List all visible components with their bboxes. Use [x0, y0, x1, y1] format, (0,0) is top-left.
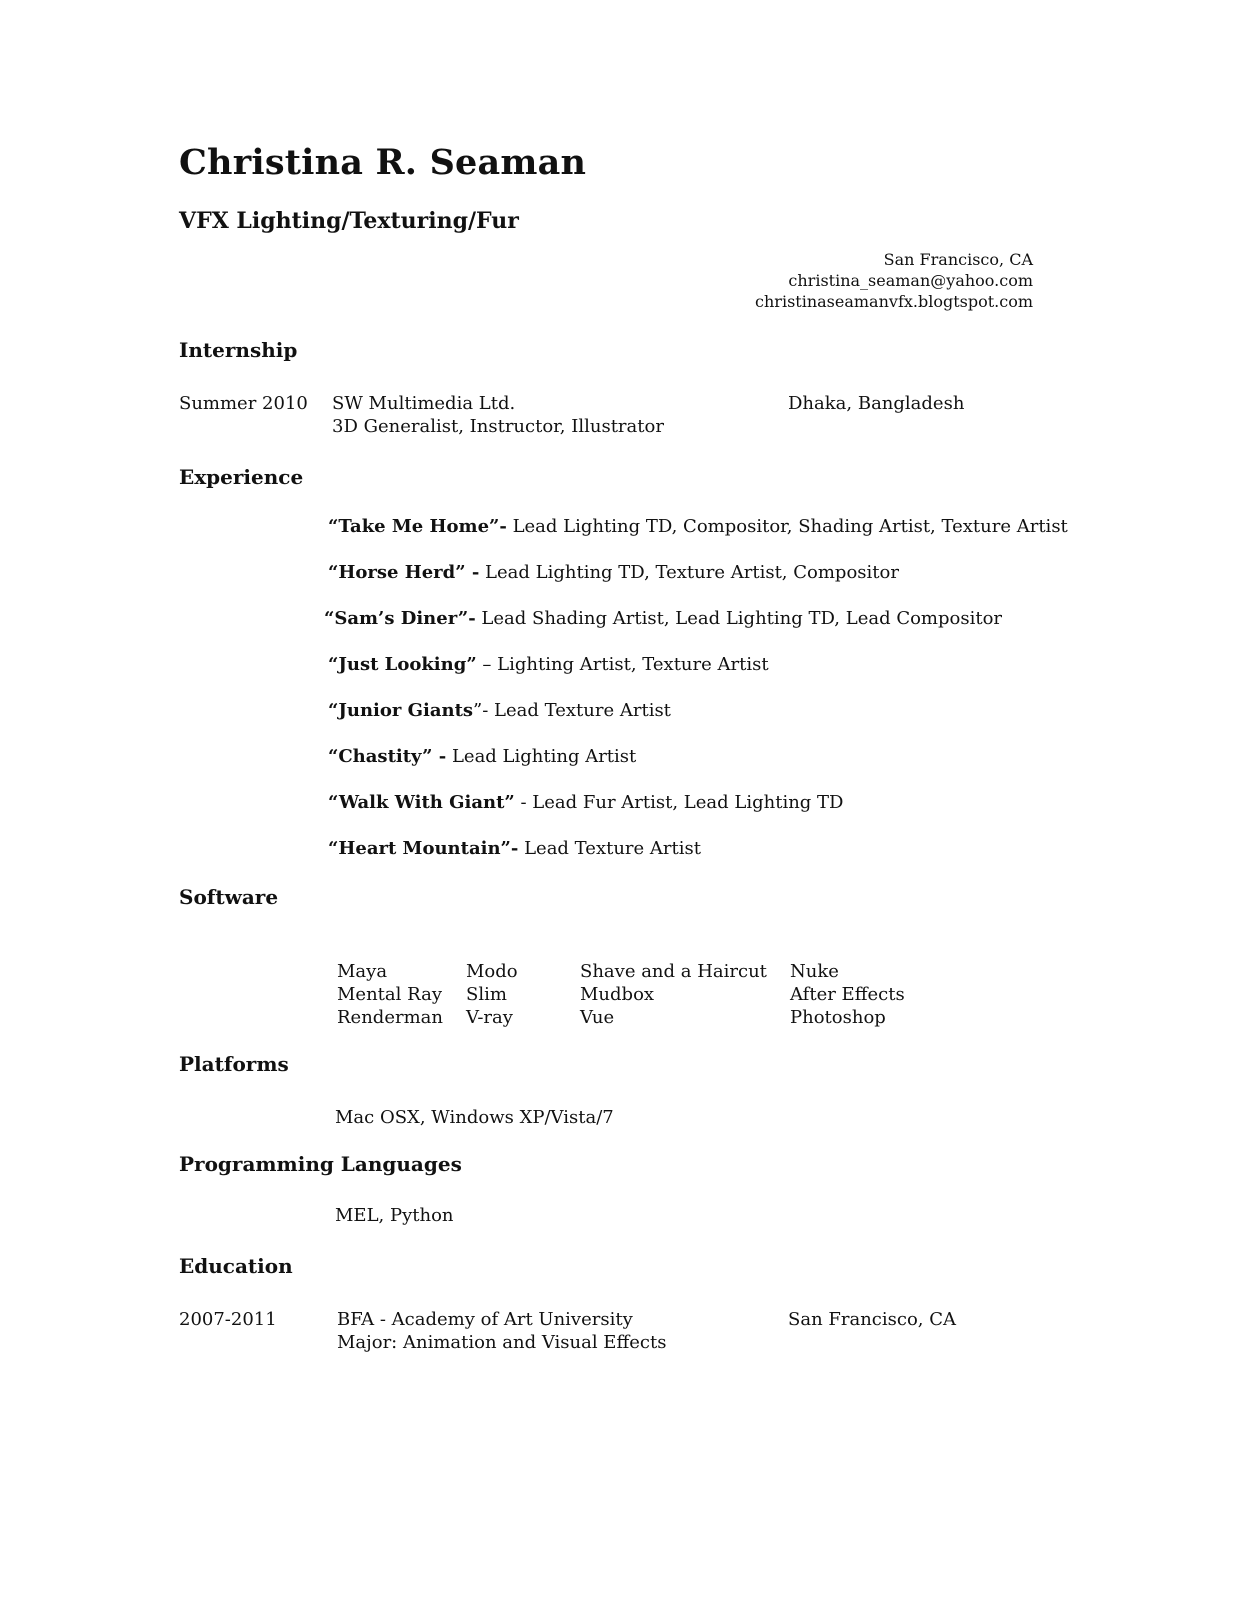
experience-item-roles: Lead Lighting TD, Texture Artist, Compositor	[479, 562, 899, 583]
education-location: San Francisco, CA	[788, 1309, 957, 1330]
experience-item-roles: Lead Shading Artist, Lead Lighting TD, Lead Compositor	[475, 608, 1003, 629]
experience-item	[328, 792, 843, 813]
experience-item-roles: – Lighting Artist, Texture Artist	[476, 654, 769, 675]
experience-item-title: “Sam’s Diner”-	[324, 608, 476, 629]
software-item: Slim	[466, 984, 507, 1005]
internship-details	[332, 392, 664, 438]
software-item: Maya	[337, 961, 388, 982]
experience-item	[328, 562, 899, 583]
software-item: After Effects	[790, 984, 905, 1005]
software-column	[580, 960, 767, 1029]
software-column	[337, 960, 443, 1029]
contact-website: christinaseamanvfx.blogtspot.com	[755, 292, 1033, 311]
experience-item-roles: Lead Texture Artist	[518, 838, 701, 859]
software-item: V-ray	[466, 1007, 513, 1028]
software-item: Vue	[580, 1007, 615, 1028]
contact-location: San Francisco, CA	[883, 250, 1033, 269]
internship-date: Summer 2010	[179, 393, 308, 414]
experience-item-title: “Junior Giants	[328, 700, 474, 721]
section-heading-software: Software	[179, 885, 279, 909]
section-heading-platforms: Platforms	[179, 1052, 289, 1076]
contact-block	[755, 249, 1033, 312]
software-column	[790, 960, 905, 1029]
software-item: Mental Ray	[337, 984, 442, 1005]
software-item: Nuke	[790, 961, 839, 982]
experience-item-roles: ”- Lead Texture Artist	[473, 700, 671, 721]
resume-name: Christina R. Seaman	[179, 142, 587, 183]
internship-company: SW Multimedia Ltd.	[332, 393, 516, 414]
experience-item	[324, 608, 1002, 629]
software-item: Photoshop	[790, 1007, 886, 1028]
experience-item-title: “Heart Mountain”-	[328, 838, 519, 859]
software-item: Mudbox	[580, 984, 655, 1005]
experience-item	[328, 746, 636, 767]
experience-item-title: “Just Looking”	[328, 654, 477, 675]
section-heading-programming: Programming Languages	[179, 1152, 462, 1176]
programming-text: MEL, Python	[335, 1205, 454, 1226]
experience-item-title: “Take Me Home”-	[328, 516, 507, 537]
experience-item	[328, 654, 769, 675]
experience-item-roles: Lead Lighting TD, Compositor, Shading Artist, Texture Artist	[506, 516, 1068, 537]
resume-title: VFX Lighting/Texturing/Fur	[179, 208, 519, 234]
internship-role: 3D Generalist, Instructor, Illustrator	[332, 416, 664, 437]
section-heading-internship: Internship	[179, 338, 298, 362]
experience-item-title: “Horse Herd” -	[328, 562, 480, 583]
education-degree: BFA - Academy of Art University	[337, 1309, 633, 1330]
education-major: Major: Animation and Visual Effects	[337, 1332, 667, 1353]
platforms-text: Mac OSX, Windows XP/Vista/7	[335, 1107, 614, 1128]
software-column	[466, 960, 518, 1029]
software-item: Renderman	[337, 1007, 443, 1028]
education-date: 2007-2011	[179, 1309, 277, 1330]
experience-item-roles: - Lead Fur Artist, Lead Lighting TD	[514, 792, 844, 813]
experience-item-roles: Lead Lighting Artist	[446, 746, 637, 767]
experience-item	[328, 838, 701, 859]
experience-item-title: “Walk With Giant”	[328, 792, 515, 813]
experience-item	[328, 700, 671, 721]
software-item: Shave and a Haircut	[580, 961, 767, 982]
section-heading-education: Education	[179, 1254, 293, 1278]
experience-item-title: “Chastity” -	[328, 746, 447, 767]
experience-item	[328, 516, 1068, 537]
internship-location: Dhaka, Bangladesh	[788, 393, 965, 414]
contact-email: christina_seaman@yahoo.com	[788, 271, 1033, 290]
software-item: Modo	[466, 961, 518, 982]
section-heading-experience: Experience	[179, 465, 304, 489]
education-details	[337, 1308, 666, 1354]
